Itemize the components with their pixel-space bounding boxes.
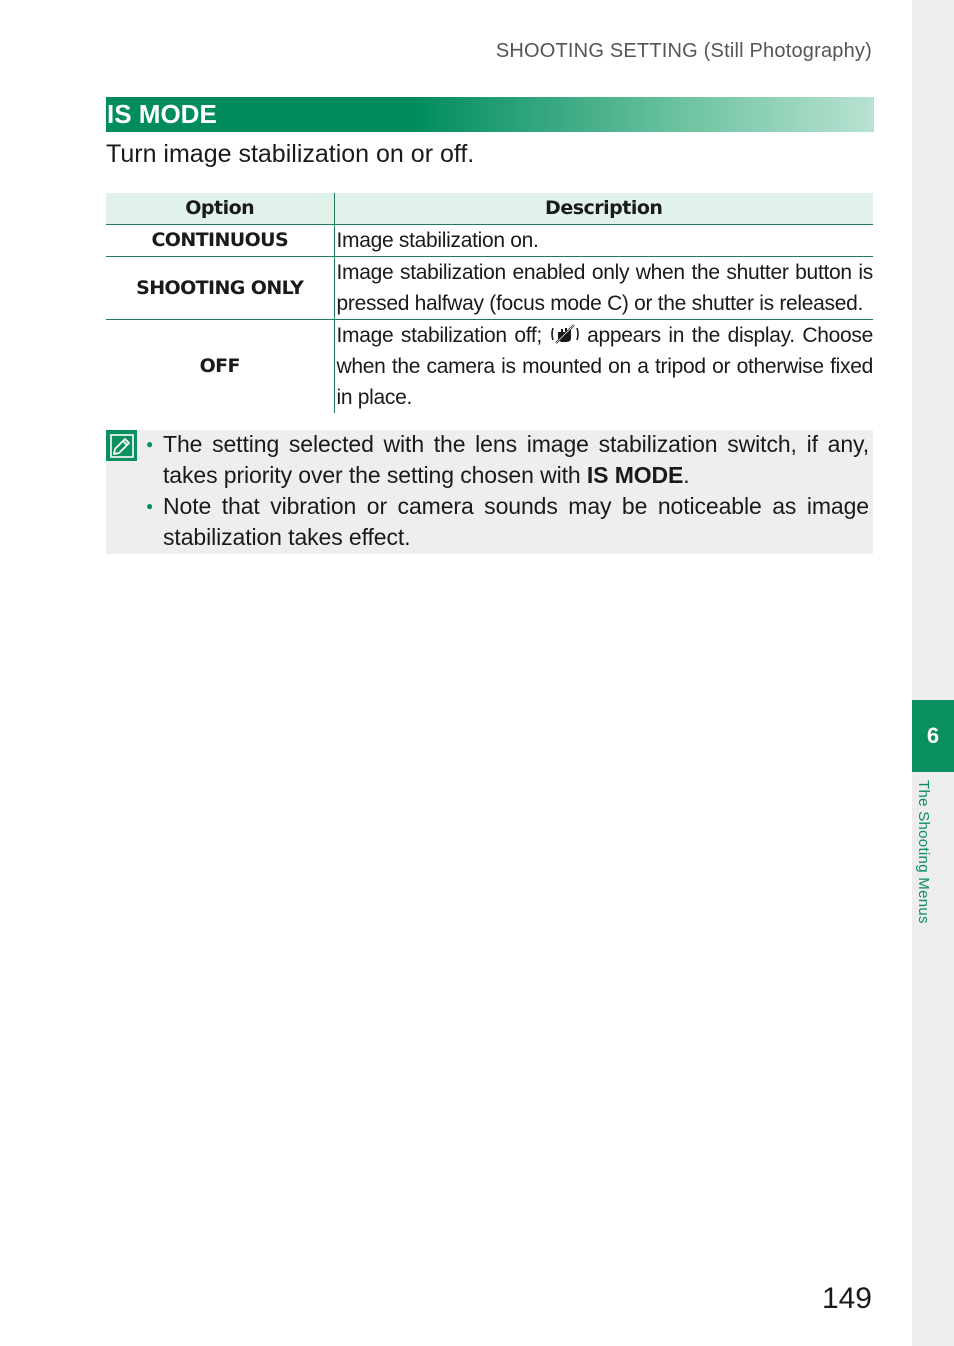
description-cell: Image stabilization enabled only when the shutter button is pressed halfway (focus mode C) or the shutter is released. bbox=[334, 257, 873, 320]
note-bold-term: IS MODE bbox=[586, 462, 684, 488]
section-heading-bar bbox=[106, 97, 874, 132]
column-header-option: Option bbox=[106, 193, 334, 225]
description-text-after: appears in the display. Choose when the camera is mounted on a tripod or otherwise fixed in place. bbox=[336, 324, 873, 409]
section-title: IS MODE bbox=[107, 99, 217, 129]
chapter-side-tab bbox=[912, 0, 954, 1346]
description-cell: Image stabilization on. bbox=[334, 225, 873, 257]
page-number: 149 bbox=[821, 1282, 872, 1315]
column-header-description: Description bbox=[334, 193, 873, 225]
options-table bbox=[106, 193, 873, 413]
list-item bbox=[146, 491, 869, 553]
option-cell: OFF bbox=[106, 320, 334, 414]
note-text-after: . bbox=[683, 462, 690, 488]
note-box bbox=[106, 430, 873, 554]
table-header-row bbox=[106, 193, 873, 225]
description-text-before: Image stabilization off; bbox=[336, 324, 550, 347]
stabilization-off-icon bbox=[550, 323, 580, 345]
description-cell bbox=[334, 320, 873, 414]
option-cell: SHOOTING ONLY bbox=[106, 257, 334, 320]
bullet-icon: ● bbox=[146, 499, 154, 513]
note-text-before: The setting selected with the lens image stabilization switch, if any, takes priority over the setting chosen with bbox=[163, 431, 869, 488]
bullet-icon: ● bbox=[146, 437, 154, 451]
chapter-title: The Shooting Menus bbox=[915, 780, 932, 924]
note-pencil-icon bbox=[106, 430, 137, 461]
table-row bbox=[106, 257, 873, 320]
table-row bbox=[106, 225, 873, 257]
note-text: Note that vibration or camera sounds may be noticeable as image stabilization takes effect. bbox=[163, 493, 869, 550]
chapter-number: 6 bbox=[912, 700, 954, 772]
option-cell: CONTINUOUS bbox=[106, 225, 334, 257]
table-row bbox=[106, 320, 873, 414]
running-header: SHOOTING SETTING (Still Photography) bbox=[495, 40, 872, 62]
note-list bbox=[146, 429, 869, 553]
section-intro: Turn image stabilization on or off. bbox=[106, 140, 475, 168]
list-item bbox=[146, 429, 869, 491]
